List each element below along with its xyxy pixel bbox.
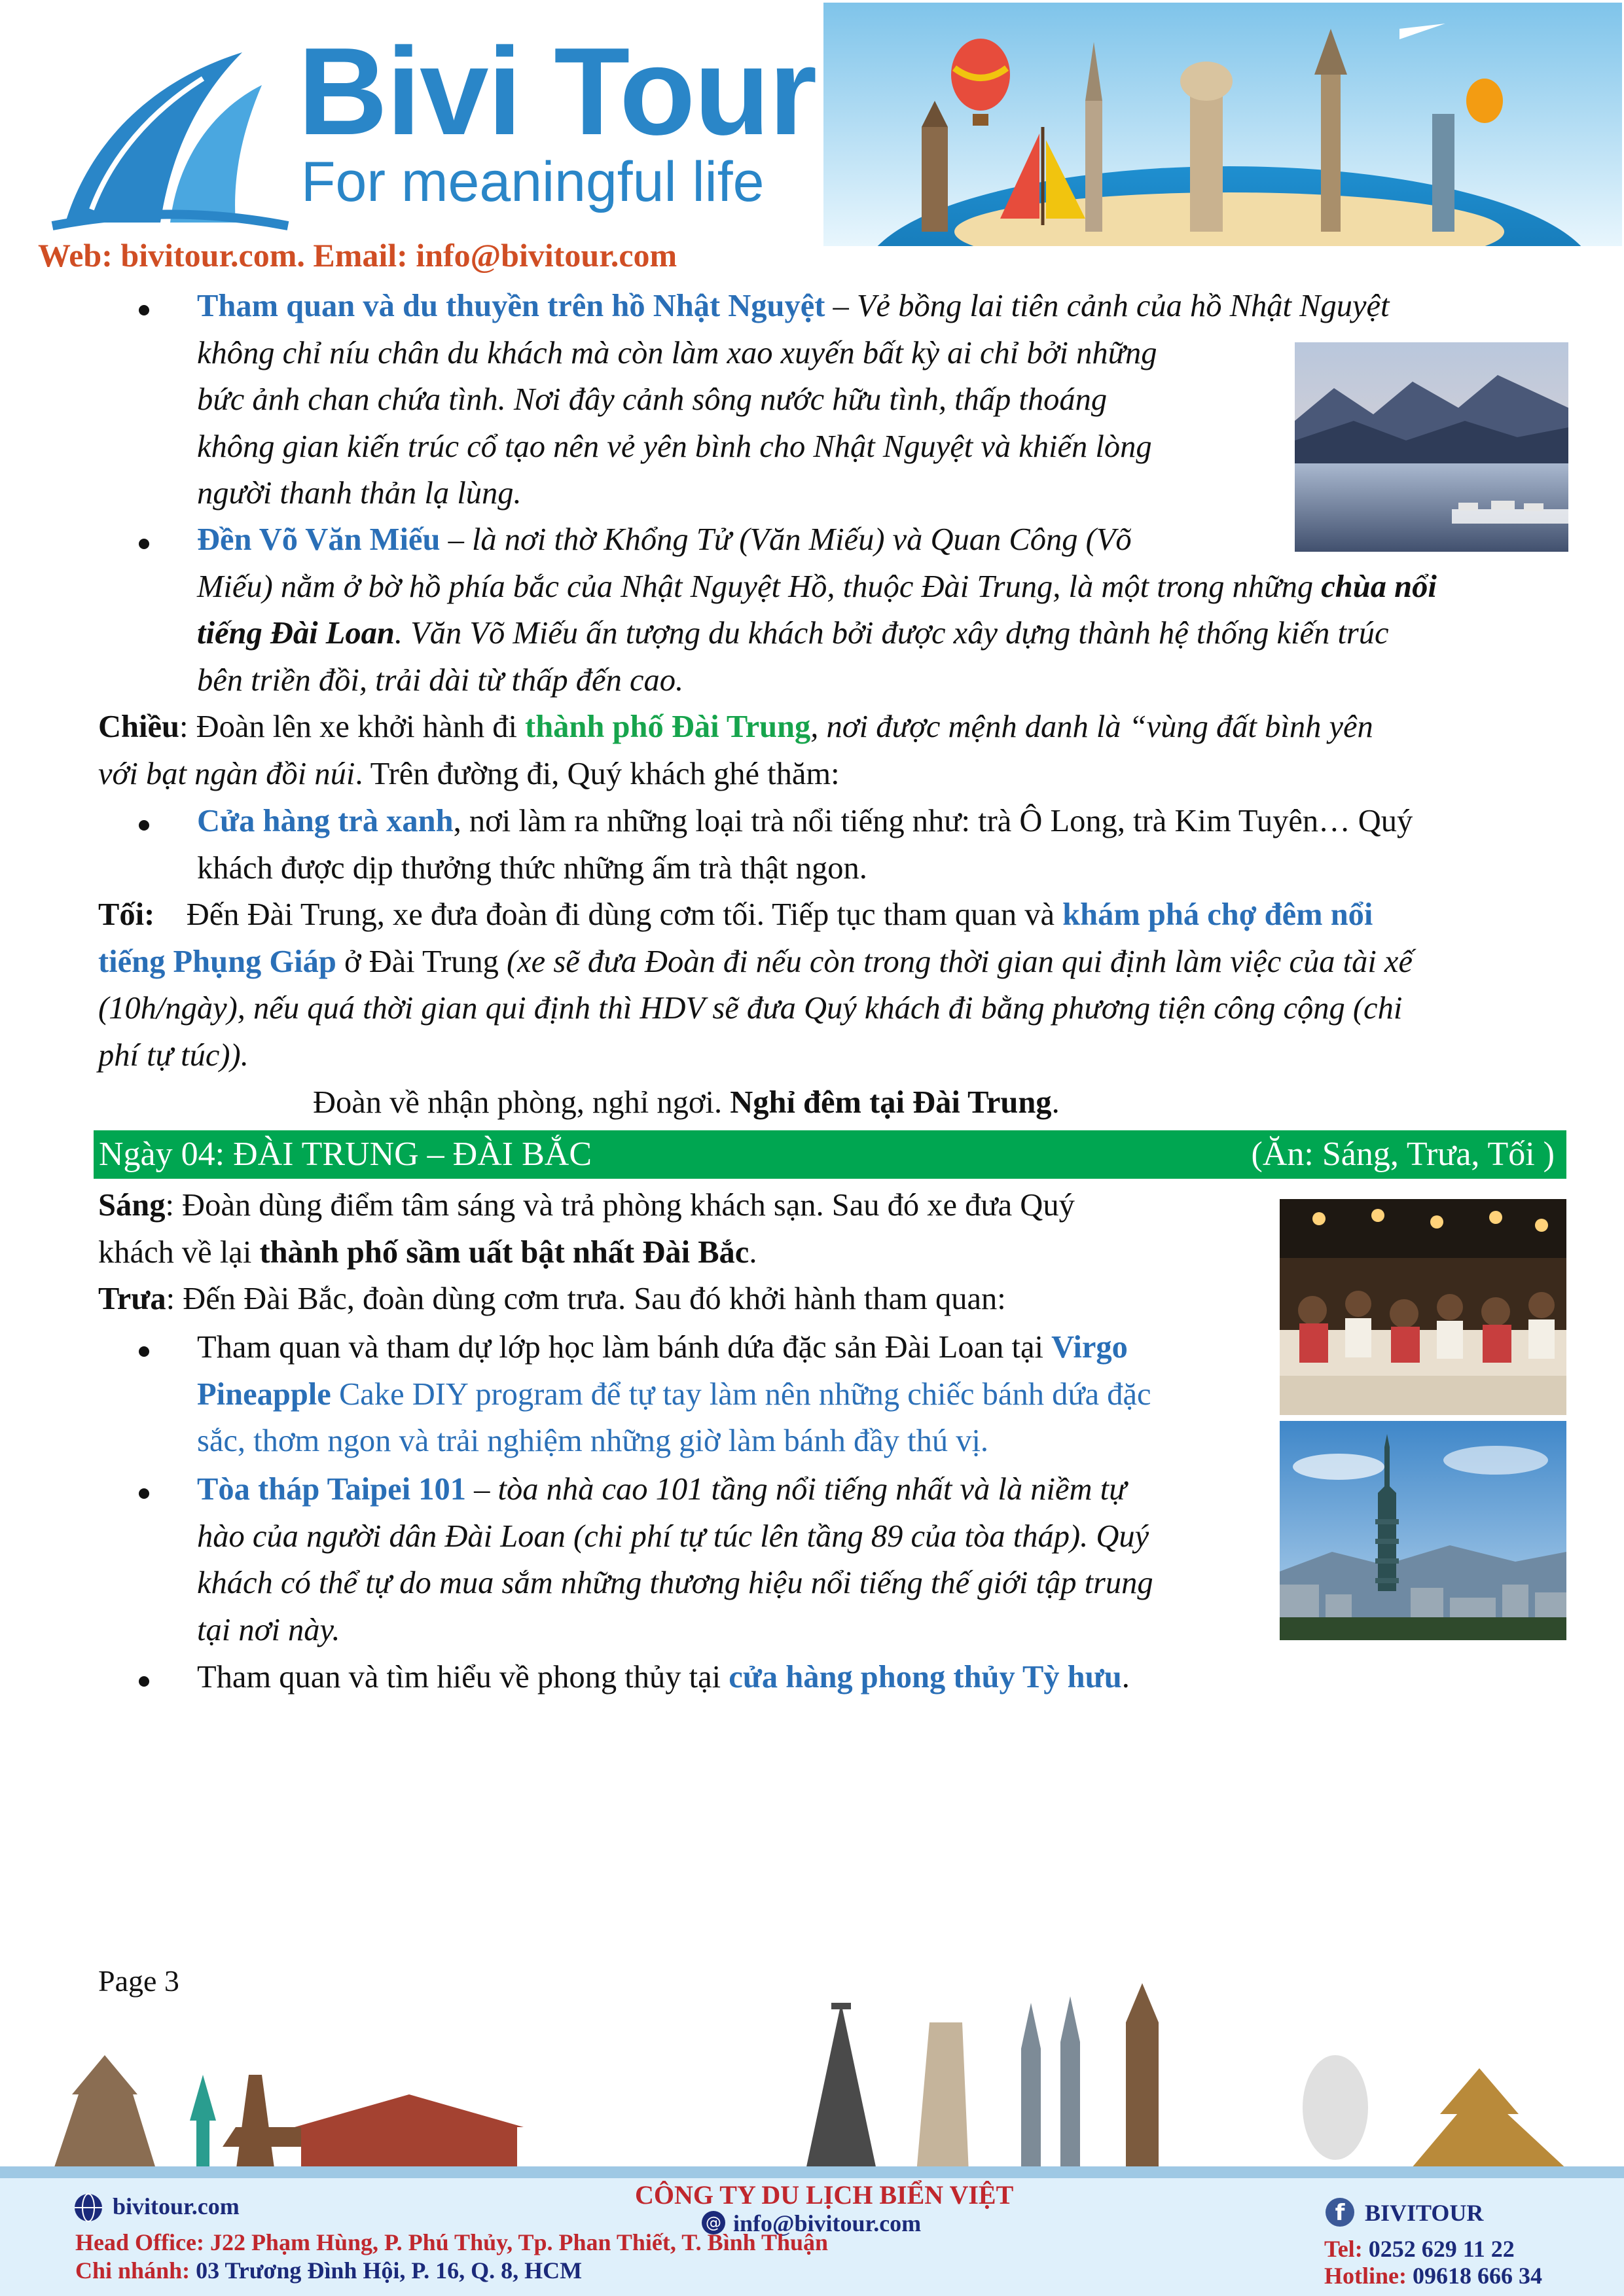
bullet-dot bbox=[139, 820, 149, 831]
bullet-pineapple-cake: Tham quan và tham dự lớp học làm bánh dứa đặc sản Đài Loan tại Virgo Pineapple Cake DIY program để tự tay làm nên những chiếc bánh dứa đặc sắc, thơm ngon và trải nghiệm những giờ làm bánh đầy thú vị. bbox=[197, 1330, 1151, 1458]
globe-icon bbox=[73, 2193, 103, 2223]
footer-hotline: Hotline: 09618 666 34 bbox=[1324, 2263, 1542, 2289]
header-contact-line: Web: bivitour.com. Email: info@bivitour.com bbox=[38, 237, 677, 274]
taipei-101-photo bbox=[1280, 1421, 1566, 1640]
brand-slogan: For meaningful life bbox=[301, 151, 765, 213]
bullet-taipei-101: Tòa tháp Taipei 101 – tòa nhà cao 101 tầng nổi tiếng nhất và là niềm tự hào của người dân Đài Loan (chi phí tự túc lên tầng 89 của tòa tháp). Quý khách có thể tự do mua sắm những thương hiệu nổi tiếng thế giới tập trung tại nơi này. bbox=[197, 1472, 1153, 1647]
sun-moon-lake-title: Tham quan và du thuyền trên hồ Nhật Nguyệt bbox=[197, 289, 825, 323]
footer-branch: Chi nhánh: 03 Trương Đình Hội, P. 16, Q. 8, HCM bbox=[75, 2257, 583, 2284]
world-landmarks-footer-image bbox=[0, 1977, 1624, 2179]
taipei-101-title: Tòa tháp Taipei 101 bbox=[197, 1472, 467, 1507]
bullet-green-tea-shop: Cửa hàng trà xanh, nơi làm ra những loại trà nổi tiếng như: trà Ô Long, trà Kim Tuyên… Quý khách được dịp thưởng thức những ấm trà thật ngon. bbox=[197, 804, 1413, 886]
afternoon-label: Chiều bbox=[98, 709, 179, 744]
svg-text:@: @ bbox=[706, 2214, 721, 2232]
wenwu-temple-title: Đền Võ Văn Miếu bbox=[197, 522, 441, 557]
footer-email[interactable]: info@bivitour.com bbox=[733, 2210, 922, 2236]
bullet-dot bbox=[139, 305, 149, 315]
footer-website[interactable]: bivitour.com bbox=[113, 2193, 240, 2219]
morning-paragraph: Sáng: Đoàn dùng điểm tâm sáng và trả phòng khách sạn. Sau đó xe đưa Quý khách về lại thành phố sầm uất bật nhất Đài Bắc. Trưa: Đến Đài Bắc, đoàn dùng cơm trưa. Sau đó khởi hành tham quan: bbox=[98, 1188, 1075, 1316]
bullet-dot bbox=[139, 1488, 149, 1499]
bullet-feng-shui-shop: Tham quan và tìm hiểu về phong thủy tại cửa hàng phong thủy Tỳ hưu. bbox=[197, 1660, 1130, 1695]
svg-text:f: f bbox=[1335, 2200, 1345, 2226]
bivi-tour-logo-icon bbox=[46, 26, 295, 236]
pineapple-cake-class-photo bbox=[1280, 1199, 1566, 1415]
footer-facebook[interactable]: BIVITOUR bbox=[1365, 2200, 1484, 2226]
day-04-meals: (Ăn: Sáng, Trưa, Tối ) bbox=[1251, 1136, 1555, 1173]
facebook-icon bbox=[1324, 2197, 1356, 2228]
bullet-dot bbox=[139, 1346, 149, 1357]
bullet-dot bbox=[139, 1676, 149, 1687]
travel-banner-image bbox=[823, 3, 1622, 246]
overnight-line: Đoàn về nhận phòng, nghỉ ngơi. Nghỉ đêm tại Đài Trung. bbox=[313, 1085, 1060, 1120]
footer-head-office: Head Office: J22 Phạm Hùng, P. Phú Thủy, Tp. Phan Thiết, T. Bình Thuận bbox=[75, 2229, 829, 2255]
footer-tel: Tel: 0252 629 11 22 bbox=[1324, 2236, 1515, 2262]
footer-company-name: CÔNG TY DU LỊCH BIỂN VIỆT bbox=[635, 2180, 1014, 2210]
evening-label: Tối: bbox=[98, 897, 155, 932]
green-tea-shop-title: Cửa hàng trà xanh bbox=[197, 804, 454, 838]
afternoon-paragraph: Chiều: Đoàn lên xe khởi hành đi thành phố Đài Trung, nơi được mệnh danh là “vùng đất bình yên với bạt ngàn đồi núi. Trên đường đi, Quý khách ghé thăm: bbox=[98, 709, 1373, 791]
morning-label: Sáng bbox=[98, 1188, 166, 1223]
bullet-wenwu-temple: Đền Võ Văn Miếu – là nơi thờ Khổng Tử (Văn Miếu) và Quan Công (Võ Miếu) nằm ở bờ hồ phía bắc của Nhật Nguyệt Hồ, thuộc Đài Trung, là một trong những chùa nổi tiếng Đài Loan. Văn Võ Miếu ấn tượng du khách bởi được xây dựng thành hệ thống kiến trúc bên triền đồi, trải dài từ thấp đến cao. bbox=[197, 522, 1437, 698]
bullet-dot bbox=[139, 539, 149, 549]
bullet-sun-moon-lake: Tham quan và du thuyền trên hồ Nhật Nguyệt – Vẻ bồng lai tiên cảnh của hồ Nhật Nguyệt không chỉ níu chân du khách mà còn làm xao xuyến bất kỳ ai chỉ bởi những bức ảnh chan chứa tình. Nơi đây cảnh sông nước hữu tình, thấp thoáng không gian kiến trúc cổ tạo nên vẻ yên bình cho Nhật Nguyệt và khiến lòng người thanh thản lạ lùng. bbox=[197, 289, 1390, 511]
evening-paragraph: Tối: Đến Đài Trung, xe đưa đoàn đi dùng cơm tối. Tiếp tục tham quan và khám phá chợ đêm nổi tiếng Phụng Giáp ở Đài Trung (xe sẽ đưa Đoàn đi nếu còn trong thời gian qui định làm việc của tài xế (10h/ngày), nếu quá thời gian qui định thì HDV sẽ đưa Quý khách đi bằng phương tiện công cộng (chi phí tự túc)). bbox=[98, 897, 1413, 1073]
noon-label: Trưa bbox=[98, 1282, 166, 1316]
day-04-header bbox=[94, 1130, 1566, 1179]
brand-name: Bivi Tour bbox=[298, 22, 816, 161]
day-04-title: Ngày 04: ĐÀI TRUNG – ĐÀI BẮC bbox=[99, 1136, 592, 1173]
page-number: Page 3 bbox=[98, 1964, 179, 1998]
